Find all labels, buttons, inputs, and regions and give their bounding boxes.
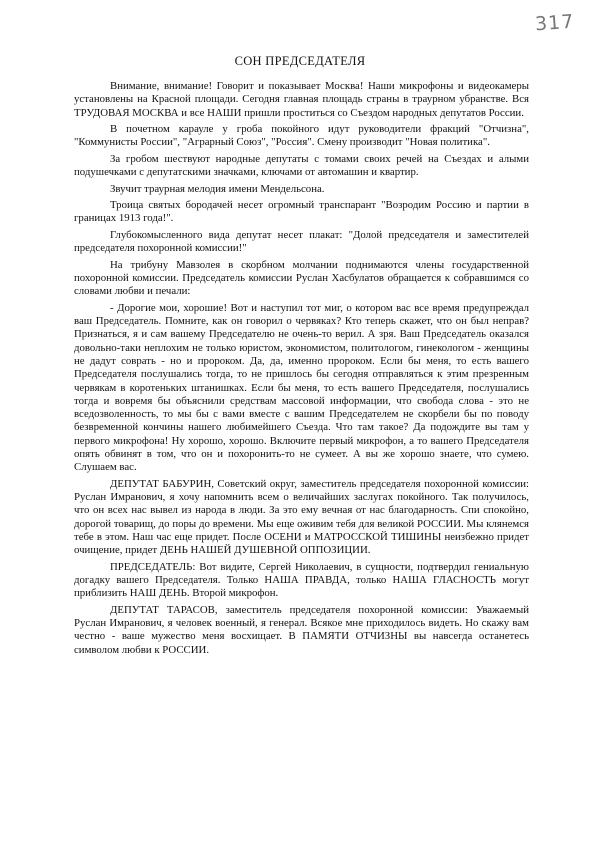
paragraph: Троица святых бородачей несет огромный транспарант "Возродим Россию и партии в границах 1913 года!". (74, 199, 529, 225)
paragraph: Глубокомысленного вида депутат несет плакат: "Долой председателя и заместителей председателя похоронной комиссии!" (74, 228, 529, 255)
paragraph: За гробом шествуют народные депутаты с томами своих речей на Съездах и алыми подушечками с депутатскими значками, ключами от автомашин и квартир. (74, 152, 529, 179)
page-number: 317 (534, 10, 575, 36)
paragraph: На трибуну Мавзолея в скорбном молчании поднимаются члены государственной похоронной комиссии. Председатель комиссии Руслан Хасбулатов обращается к собравшимся со словами любви и печали: (74, 258, 529, 298)
paragraph: ДЕПУТАТ БАБУРИН, Советский округ, заместитель председателя похоронной комиссии: Руслан Имранович, я хочу напомнить всем о величайших заслугах покойного. Так получилось, что он всех нас вывел из народа в люди. За это ему вечная от нас благодарность. Спи спокойно, дорогой товарищ, до поры до времени. Мы еще оживим тебя для великой РОССИИ. Мы клянемся тебе в этом. Наш час еще придет. После ОСЕНИ и МАТРОССКОЙ ТИШИНЫ неизбежно придет очищение, придет ДЕНЬ НАШЕЙ ДУШЕВНОЙ ОППОЗИЦИИ. (74, 477, 529, 557)
paragraph: ПРЕДСЕДАТЕЛЬ: Вот видите, Сергей Николаевич, в сущности, подтвердил гениальную догадку вашего Председателя. Только НАША ПРАВДА, только НАША ГЛАСНОСТЬ могут приблизить НАШ ДЕНЬ. Второй микрофон. (74, 560, 529, 600)
paragraph: В почетном карауле у гроба покойного идут руководители фракций "Отчизна", "Коммунисты России", "Аграрный Союз", "Россия". Смену производит "Новая политика". (74, 123, 529, 149)
document-body (74, 80, 529, 660)
paragraph: Звучит траурная мелодия имени Мендельсона. (110, 182, 325, 195)
paragraph: - Дорогие мои, хорошие! Вот и наступил тот миг, о котором вас все время предупреждал ваш Председатель. Помните, как он говорил о червяках? Кто теперь скажет, что он был неправ? Признаться, я и сам вашему Председателю не очень-то верил. А зря. Ваш Председатель оказался довольно-таки неплохим не только юристом, экономистом, политологом, гинекологом - женщины не дадут соврать - но и пророком. Да, да, именно пророком. Если бы меня, то есть вашего Председателя послушались тогда, то не пришлось бы сегодня отправляться к этим презренным червякам в коротеньких штанишках. Если бы меня, то есть вашего Председателя, послушались тогда и вовремя бы объяснили средствам массовой информации, что свобода слова - это не вседозволенность, то мы бы с вами вместе с вашим Председателем не скорбели бы по поводу безвременной кончины нашего любимейшего Съезда. Что там такое? Да подождите вы там у первого микрофона! Ну хорошо, хорошо. Включите первый микрофон, а то вашего Председателя опять обвинят в том, что он и похоронить-то не сумеет. А вы же хорошо знаете, что сумею. Слушаем вас. (74, 301, 529, 474)
paragraph: ДЕПУТАТ ТАРАСОВ, заместитель председателя похоронной комиссии: Уважаемый Руслан Имранович, я человек военный, я генерал. Всякое мне приходилось видеть. Но скажу вам честно - ваше мужество меня восхищает. В ПАМЯТИ ОТЧИЗНЫ вы навсегда останетесь символом любви к РОССИИ. (74, 603, 529, 656)
paragraph: Внимание, внимание! Говорит и показывает Москва! Наши микрофоны и видеокамеры установлены на Красной площади. Сегодня главная площадь страны в траурном убранстве. Вся ТРУДОВАЯ МОСКВА и все НАШИ пришли проститься со Съездом народных депутатов России. (74, 80, 529, 119)
document-title: СОН ПРЕДСЕДАТЕЛЯ (234, 54, 366, 68)
